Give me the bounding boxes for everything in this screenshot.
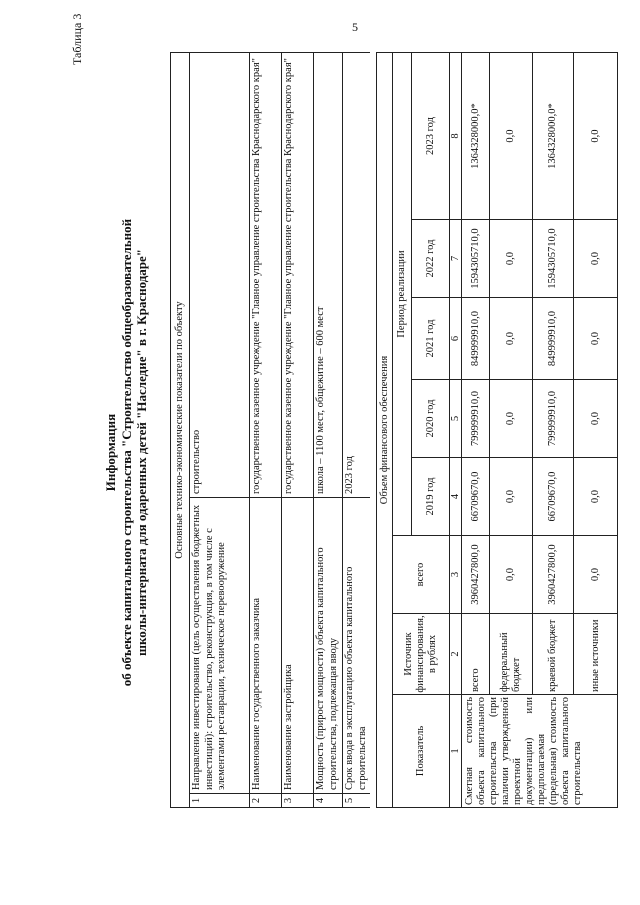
indicator-header: Показатель (393, 694, 450, 807)
finance-table (376, 52, 618, 808)
value-cell: 3960427800,0 (462, 535, 490, 613)
column-number: 1 (450, 694, 462, 807)
row-label: Наименование государственного заказчика (250, 497, 281, 793)
row-label: Срок ввода в эксплуатацию объекта капитального строительства (343, 497, 370, 793)
tech-section-header: Основные технико-экономические показатели по объекту (170, 52, 189, 808)
value-cell: 849999910,0 (533, 297, 574, 379)
source-header: Источник финансирования, в рублях (393, 613, 450, 694)
year-header: 2023 год (412, 53, 450, 219)
row-value: государственное казенное учреждение "Главное управление строительства Краснодарского края" (251, 58, 262, 494)
row-value: школа – 1100 мест, общежитие – 600 мест (315, 306, 326, 494)
column-number: 2 (450, 613, 462, 694)
year-header: 2021 год (412, 297, 450, 379)
row-value: государственное казенное учреждение "Главное управление строительства Краснодарского края" (283, 58, 294, 494)
value-cell: 0,0 (490, 219, 533, 297)
tech-row (281, 52, 313, 808)
document-title (103, 0, 150, 905)
value-cell: 1594305710,0 (533, 219, 574, 297)
tech-row (342, 52, 370, 808)
value-cell: 0,0 (490, 297, 533, 379)
title-line-2: об объекте капитального строительства "Строительство общеобразовательной (118, 218, 134, 687)
value-cell: 0,0 (574, 379, 617, 457)
value-cell: 0,0 (574, 457, 617, 535)
table-label: Таблица 3 (70, 13, 84, 65)
tech-row (189, 52, 249, 808)
source-cell: всего (462, 613, 490, 694)
total-header: всего (393, 535, 450, 613)
value-cell: 0,0 (490, 457, 533, 535)
value-cell: 0,0 (574, 219, 617, 297)
value-cell: 1594305710,0 (462, 219, 490, 297)
year-header: 2022 год (412, 219, 450, 297)
value-cell: 0,0 (490, 535, 533, 613)
column-number: 8 (450, 53, 462, 219)
column-number: 7 (450, 219, 462, 297)
row-number: 2 (250, 793, 281, 807)
source-cell: краевой бюджет (533, 613, 574, 694)
row-label: Мощность (прирост мощности) объекта капитального строительства, подлежащая вводу (314, 497, 342, 793)
row-label: Направление инвестирования (цель осуществления бюджетных инвестиций): строительство, реконструкция, в том числе с элементами реставрации, техническое перевооружение (190, 497, 249, 793)
column-number: 4 (450, 457, 462, 535)
source-cell: иные источники (574, 613, 617, 694)
value-cell: 1364328000,0* (533, 53, 574, 219)
row-number: 4 (314, 793, 342, 807)
value-cell: 0,0 (589, 129, 601, 143)
title-line-1: Информация (103, 413, 118, 492)
value-cell: 849999910,0 (462, 297, 490, 379)
year-header: 2019 год (412, 457, 450, 535)
row-number: 3 (282, 793, 313, 807)
year-header: 2020 год (412, 379, 450, 457)
column-number: 3 (450, 535, 462, 613)
value-cell: 3960427800,0 (533, 535, 574, 613)
source-cell: федеральный бюджет (490, 613, 533, 694)
value-cell: 0,0 (490, 379, 533, 457)
page-number: 5 (352, 20, 358, 34)
value-cell: 1364328000,0* (462, 53, 490, 219)
period-header: Период реализации (393, 53, 412, 535)
column-number: 5 (450, 379, 462, 457)
row-label: Наименование застройщика (282, 497, 313, 793)
row-number: 5 (343, 793, 370, 807)
tech-row (313, 52, 342, 808)
value-cell: 0,0 (574, 535, 617, 613)
value-cell: 66709670,0 (462, 457, 490, 535)
value-cell: 66709670,0 (533, 457, 574, 535)
row-value: 2023 год (344, 456, 355, 494)
row-value: строительство (191, 429, 202, 494)
value-cell: 0,0 (574, 297, 617, 379)
value-cell: 0,0 (490, 53, 533, 219)
tech-row (249, 52, 281, 808)
finance-section-header: Объем финансового обеспечения (377, 53, 393, 807)
value-cell: 799999910,0 (533, 379, 574, 457)
title-line-3: школы-интерната для одаренных детей "Наследие" в г. Краснодаре" (134, 248, 149, 657)
info-table (170, 52, 618, 808)
column-number: 6 (450, 297, 462, 379)
row-number: 1 (190, 793, 249, 807)
indicator-cell: Сметная стоимость объекта капитального строительства (при наличии утвержденной проектной документации) или предполагаемая (предельная) стоимость объекта капитального строительства (462, 694, 617, 807)
value-cell: 799999910,0 (462, 379, 490, 457)
